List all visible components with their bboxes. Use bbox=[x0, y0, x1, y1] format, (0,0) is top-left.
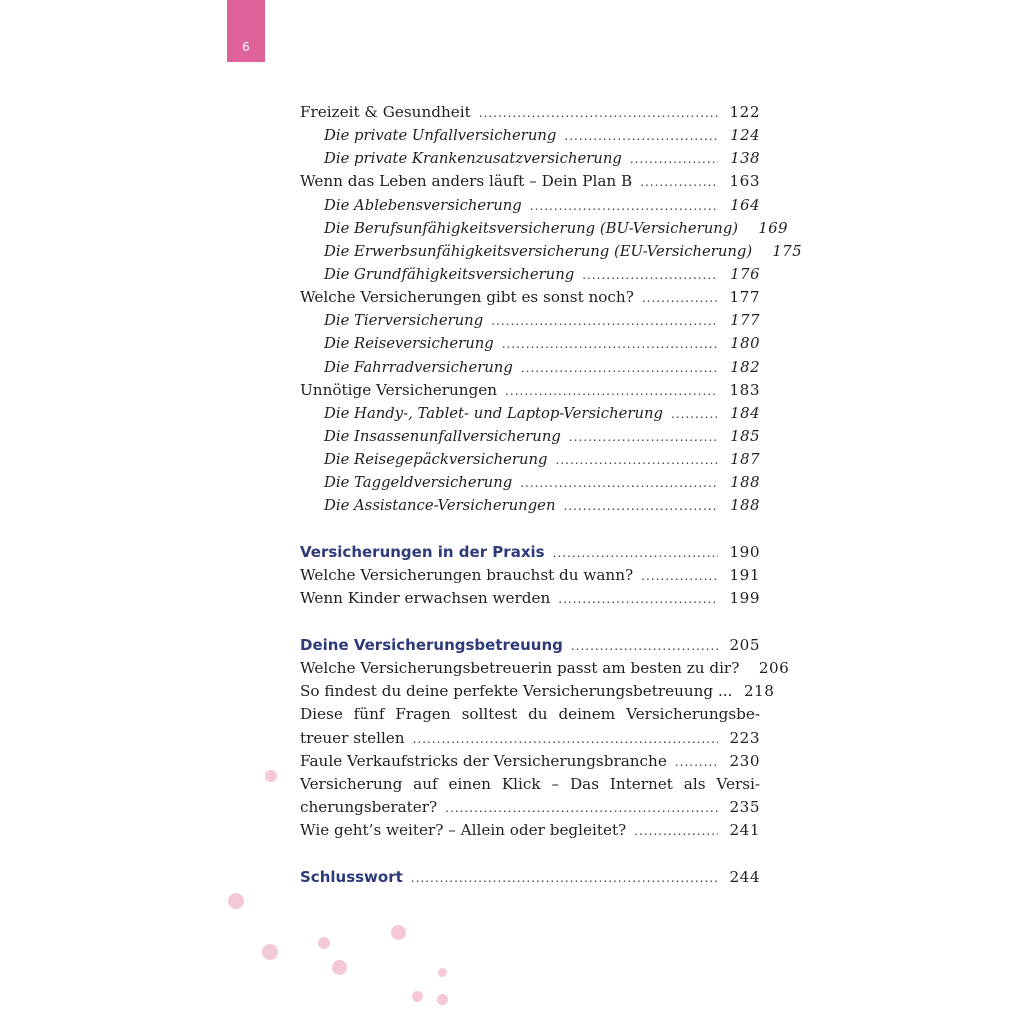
toc-entry-label: cherungsberater? bbox=[300, 797, 438, 816]
toc-page-number: 177 bbox=[729, 288, 760, 307]
toc-entry-label: Wenn Kinder erwachsen werden bbox=[300, 589, 551, 608]
decorative-dot bbox=[265, 770, 277, 782]
toc-subentry bbox=[300, 263, 760, 286]
dot-leader bbox=[521, 357, 718, 380]
toc-page-number: 182 bbox=[730, 358, 760, 376]
decorative-dot bbox=[262, 944, 278, 960]
toc-entry-label: Freizeit & Gesundheit bbox=[300, 103, 471, 121]
toc-page-number: 122 bbox=[729, 103, 760, 121]
toc-page-number: 185 bbox=[730, 427, 760, 445]
dot-leader bbox=[445, 797, 718, 820]
toc-subentry bbox=[300, 471, 760, 494]
page-number-tab bbox=[227, 0, 265, 62]
toc-entry bbox=[300, 379, 760, 402]
decorative-dot bbox=[412, 991, 423, 1002]
dot-leader bbox=[641, 565, 718, 588]
toc-page-number: 218 bbox=[743, 682, 775, 701]
dot-leader bbox=[520, 472, 718, 495]
toc-section-heading bbox=[300, 541, 760, 564]
decorative-dot bbox=[438, 968, 447, 977]
dot-leader bbox=[630, 148, 718, 171]
toc-page-number: 180 bbox=[730, 335, 760, 353]
toc-entry-label: Die Fahrradversicherung bbox=[324, 358, 513, 376]
toc-page-number: 206 bbox=[758, 659, 790, 678]
toc-entry bbox=[300, 286, 760, 309]
toc-entry bbox=[300, 657, 790, 680]
toc-page-number: 235 bbox=[729, 797, 760, 816]
toc-page-number: 188 bbox=[730, 497, 760, 515]
toc-subentry bbox=[300, 309, 760, 332]
dot-leader bbox=[642, 287, 718, 310]
toc-page-number: 177 bbox=[730, 312, 760, 330]
toc-subentry bbox=[300, 217, 789, 240]
toc-entry bbox=[300, 773, 760, 796]
toc-page-number: 176 bbox=[730, 265, 760, 283]
toc-page-number: 199 bbox=[729, 589, 760, 608]
toc-subentry bbox=[300, 356, 760, 379]
toc-page-number: 241 bbox=[729, 821, 760, 840]
table-of-contents bbox=[300, 101, 803, 889]
toc-page-number: 175 bbox=[772, 242, 803, 260]
dot-leader bbox=[502, 333, 718, 356]
toc-entry-label: Die Assistance-Versicherungen bbox=[324, 497, 556, 515]
dot-leader bbox=[640, 171, 718, 194]
toc-entry-label: Faule Verkaufstricks der Versicherungsbranche bbox=[300, 751, 667, 770]
toc-entry-label: Die Ablebensversicherung bbox=[324, 196, 522, 214]
toc-entry-label: Versicherung auf einen Klick – Das Internet als Versi- bbox=[300, 774, 760, 793]
toc-entry bbox=[300, 170, 760, 193]
toc-entry bbox=[300, 101, 760, 124]
toc-entry bbox=[300, 564, 760, 587]
decorative-dot bbox=[318, 937, 330, 949]
decorative-dot bbox=[391, 925, 406, 940]
dot-leader bbox=[569, 426, 718, 449]
toc-subentry bbox=[300, 494, 760, 517]
page-number: 6 bbox=[242, 40, 250, 54]
decorative-dot bbox=[437, 994, 448, 1005]
toc-subentry bbox=[300, 147, 760, 170]
toc-page-number: 184 bbox=[730, 404, 760, 422]
toc-subentry bbox=[300, 402, 760, 425]
toc-entry-label: Die Taggeldversicherung bbox=[324, 474, 513, 492]
toc-subentry bbox=[300, 124, 760, 147]
dot-leader bbox=[479, 102, 718, 125]
toc-entry-label: Versicherungen in der Praxis bbox=[300, 543, 545, 562]
toc-section-heading bbox=[300, 866, 760, 889]
dot-leader bbox=[553, 542, 718, 565]
toc-entry-label: Die Reiseversicherung bbox=[324, 335, 494, 353]
toc-page-number: 230 bbox=[729, 751, 760, 770]
toc-entry-label: Die Berufsunfähigkeitsversicherung (BU-Versicherung) bbox=[324, 219, 739, 237]
toc-entry-label: Die Erwerbsunfähigkeitsversicherung (EU-Versicherung) bbox=[324, 242, 753, 260]
toc-page-number: 164 bbox=[730, 196, 760, 214]
toc-entry-label: Unnötige Versicherungen bbox=[300, 380, 498, 399]
toc-subentry bbox=[300, 448, 760, 471]
dot-leader bbox=[491, 310, 718, 333]
dot-leader bbox=[505, 380, 718, 403]
toc-entry bbox=[300, 819, 760, 842]
toc-page-number: 244 bbox=[729, 867, 760, 886]
dot-leader bbox=[564, 125, 718, 148]
toc-entry-label: Deine Versicherungsbetreuung bbox=[300, 635, 563, 654]
toc-entry-label: treuer stellen bbox=[300, 728, 405, 747]
toc-page-number: 138 bbox=[730, 150, 760, 168]
toc-page-number: 190 bbox=[729, 543, 760, 562]
toc-page-number: 163 bbox=[729, 172, 760, 191]
toc-page-number: 205 bbox=[729, 635, 760, 654]
toc-entry-label: Die private Unfallversicherung bbox=[324, 127, 557, 145]
dot-leader bbox=[556, 449, 718, 472]
dot-leader bbox=[582, 264, 718, 287]
toc-page-number: 191 bbox=[729, 566, 760, 585]
toc-entry bbox=[300, 703, 760, 726]
toc-entry-label: Welche Versicherungsbetreuerin passt am besten zu dir? bbox=[300, 659, 740, 678]
toc-entry-label: Die Grundfähigkeitsversicherung bbox=[324, 265, 575, 283]
dot-leader bbox=[671, 403, 718, 426]
toc-entry-label: Die Reisegepäckversicherung bbox=[324, 451, 548, 469]
toc-subentry bbox=[300, 425, 760, 448]
toc-page-number: 124 bbox=[730, 127, 760, 145]
dot-leader bbox=[530, 195, 718, 218]
toc-entry-label: Welche Versicherungen gibt es sonst noch? bbox=[300, 288, 634, 307]
toc-entry-label: Schlusswort bbox=[300, 867, 403, 886]
dot-leader bbox=[558, 588, 718, 611]
toc-page-number: 169 bbox=[758, 219, 789, 237]
dot-leader bbox=[413, 728, 718, 751]
toc-entry-label: Die Tierversicherung bbox=[324, 312, 484, 330]
toc-entry-label: Wie geht’s weiter? – Allein oder begleitet? bbox=[300, 821, 627, 840]
toc-entry-label: Diese fünf Fragen solltest du deinem Versicherungsbe- bbox=[300, 705, 760, 724]
dot-leader bbox=[675, 751, 718, 774]
dot-leader bbox=[563, 495, 718, 518]
dot-leader bbox=[571, 635, 718, 658]
toc-page-number: 223 bbox=[729, 728, 760, 747]
decorative-dot bbox=[228, 893, 244, 909]
toc-subentry bbox=[300, 240, 803, 263]
toc-section-heading bbox=[300, 634, 760, 657]
toc-entry bbox=[300, 727, 760, 750]
dot-leader bbox=[411, 867, 718, 890]
toc-page-number: 188 bbox=[730, 474, 760, 492]
toc-entry bbox=[300, 680, 775, 703]
toc-entry-label: Welche Versicherungen brauchst du wann? bbox=[300, 566, 634, 585]
toc-entry-label: Die private Krankenzusatzversicherung bbox=[324, 150, 622, 168]
toc-subentry bbox=[300, 194, 760, 217]
toc-entry bbox=[300, 587, 760, 610]
toc-entry bbox=[300, 750, 760, 773]
dot-leader bbox=[634, 820, 718, 843]
toc-entry-label: Die Handy-, Tablet- und Laptop-Versicherung bbox=[324, 404, 663, 422]
toc-page-number: 187 bbox=[730, 451, 760, 469]
toc-entry-label: Die Insassenunfallversicherung bbox=[324, 427, 561, 445]
decorative-dot bbox=[332, 960, 347, 975]
toc-entry bbox=[300, 796, 760, 819]
toc-page-number: 183 bbox=[729, 380, 760, 399]
toc-entry-label: Wenn das Leben anders läuft – Dein Plan B bbox=[300, 172, 633, 191]
toc-subentry bbox=[300, 332, 760, 355]
toc-entry-label: So findest du deine perfekte Versicherungsbetreuung ... bbox=[300, 682, 733, 701]
